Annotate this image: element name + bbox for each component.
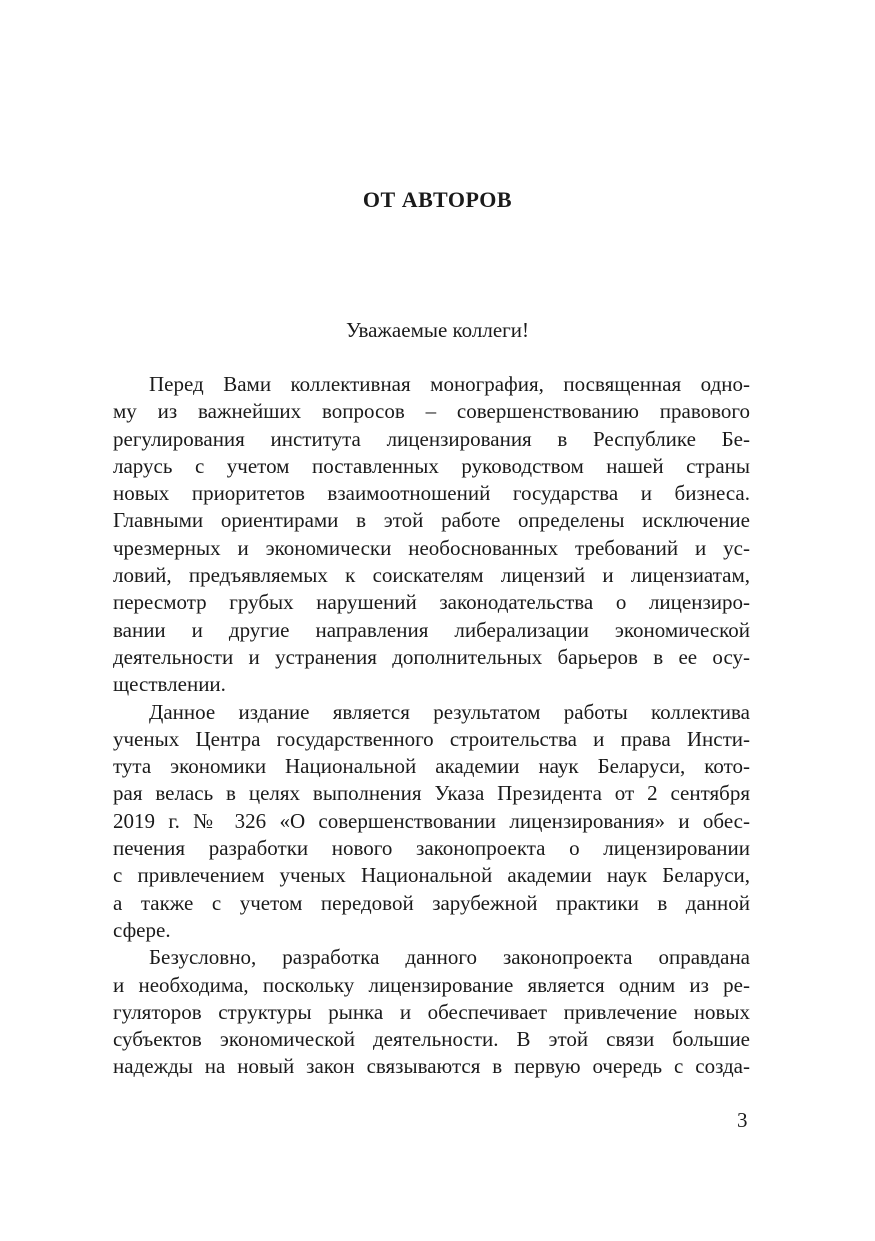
text-line: новых приоритетов взаимоотношений государства и бизнеса. <box>113 481 750 506</box>
text-line: ществлении. <box>113 672 226 697</box>
page-number: 3 <box>737 1108 748 1132</box>
text-line: регулирования института лицензирования в Республике Бе- <box>113 426 750 451</box>
text-line: Перед Вами коллективная монография, посвященная одно- <box>149 372 750 396</box>
text-line: ученых Центра государственного строительства и права Инсти- <box>113 726 750 751</box>
text-line: Данное издание является результатом работы коллектива <box>149 699 750 724</box>
text-line: Безусловно, разработка данного законопроекта оправдана <box>149 945 750 970</box>
text-line: пересмотр грубых нарушений законодательства о лицензиро- <box>113 590 750 615</box>
page-title: ОТ АВТОРОВ <box>362 187 513 212</box>
text-line: Главными ориентирами в этой работе определены исключение <box>113 508 750 533</box>
text-line: сфере. <box>113 917 171 942</box>
paragraph-1 <box>113 371 750 699</box>
salutation: Уважаемые коллеги! <box>345 318 530 342</box>
text-line: му из важнейших вопросов – совершенствованию правового <box>113 399 750 424</box>
paragraph-2 <box>113 699 750 945</box>
text-line: деятельности и устранения дополнительных барьеров в ее осу- <box>113 644 750 669</box>
text-line: субъектов экономической деятельности. В этой связи большие <box>113 1027 750 1052</box>
text-line: надежды на новый закон связываются в первую очередь с созда- <box>113 1054 750 1079</box>
text-line: тута экономики Национальной академии наук Беларуси, кото- <box>113 754 750 779</box>
body-text <box>113 371 750 1081</box>
paragraph-3 <box>113 944 750 1080</box>
text-line: и необходима, поскольку лицензирование является одним из ре- <box>113 972 750 997</box>
text-line: вании и другие направления либерализации экономической <box>113 617 750 642</box>
text-line: рая велась в целях выполнения Указа Президента от 2 сентября <box>113 781 750 806</box>
text-line: чрезмерных и экономически необоснованных требований и ус- <box>113 535 750 560</box>
text-line: печения разработки нового законопроекта о лицензировании <box>113 836 750 861</box>
text-line: а также с учетом передовой зарубежной практики в данной <box>113 890 750 915</box>
text-line: ловий, предъявляемых к соискателям лицензий и лицензиатам, <box>113 563 750 588</box>
text-line: с привлечением ученых Национальной академии наук Беларуси, <box>113 863 750 888</box>
text-line: ларусь с учетом поставленных руководством нашей страны <box>113 453 750 478</box>
text-line: 2019 г. № 326 «О совершенствовании лицензирования» и обес- <box>113 808 750 833</box>
text-line: гуляторов структуры рынка и обеспечивает привлечение новых <box>113 999 750 1024</box>
